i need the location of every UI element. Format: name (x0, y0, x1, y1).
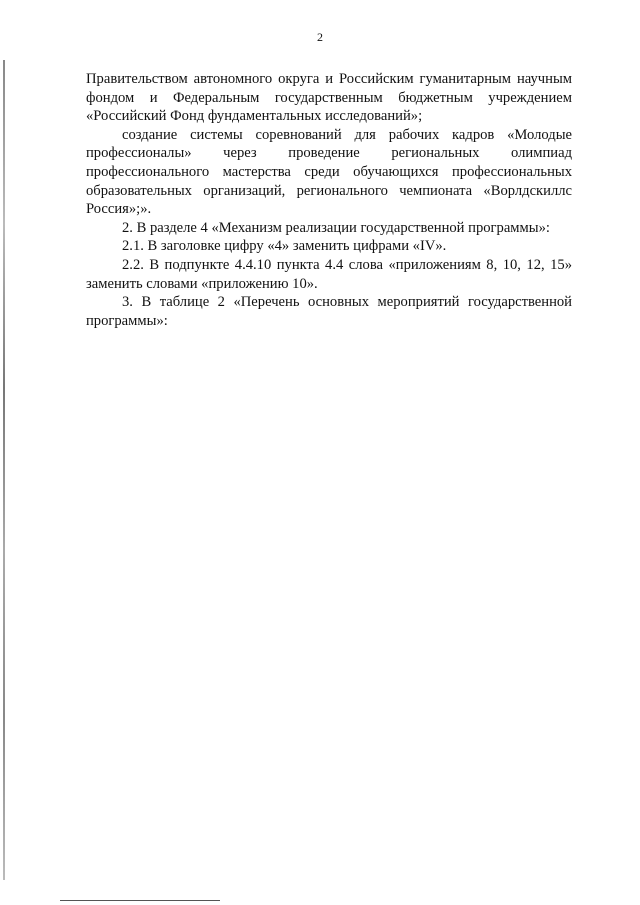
paragraph-2-1: 2.1. В заголовке цифру «4» заменить цифрами «IV». (122, 238, 447, 255)
paragraph-competitions: создание системы соревнований для рабочих кадров «Молодые профессионалы» через проведение региональных олимпиад профессионального мастерства среди обучающихся профессиональных образовательных организаций, регионального чемпионата «Ворлдскиллс Россия»;». (86, 126, 572, 218)
document-body (86, 70, 572, 330)
paragraph-2-2: 2.2. В подпункте 4.4.10 пункта 4.4 слова «приложениям 8, 10, 12, 15» заменить словами «приложению 10». (86, 256, 572, 292)
page-number: 2 (317, 30, 323, 44)
scan-bottom-mark (60, 900, 220, 901)
paragraph-3: 3. В таблице 2 «Перечень основных мероприятий государственной программы»: (86, 294, 572, 329)
paragraph-section-4: 2. В разделе 4 «Механизм реализации государственной программы»: (122, 219, 550, 236)
scan-edge-shadow (3, 60, 5, 880)
paragraph-continuation: Правительством автономного округа и Российским гуманитарным научным фондом и Федеральным государственным бюджетным учреждением «Российский Фонд фундаментальных исследований»; (86, 71, 572, 125)
